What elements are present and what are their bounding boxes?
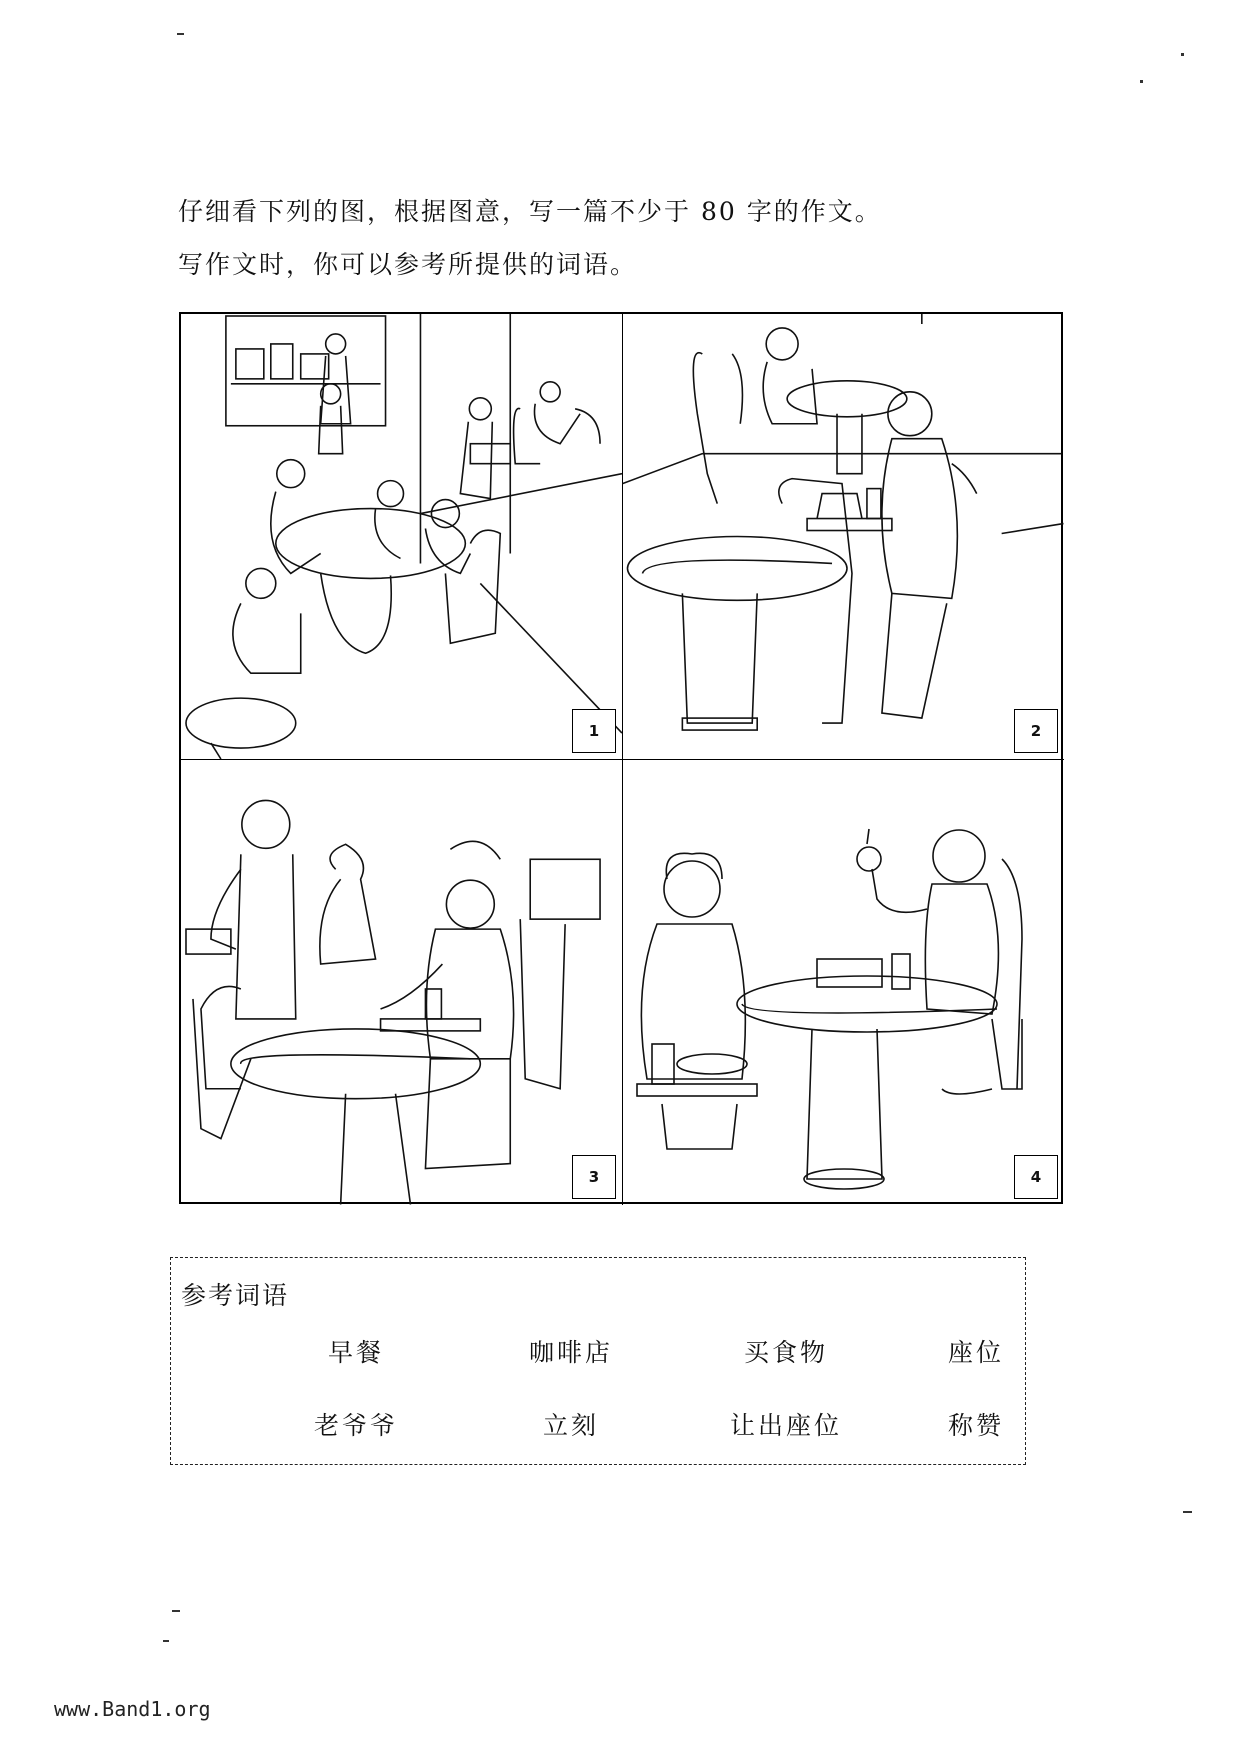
reference-words-box [170,1257,1026,1465]
picture-panel-2 [622,314,1064,760]
instruction-line-1: 仔细看下列的图，根据图意，写一篇不少于 80 字的作文。 [178,197,882,226]
picture-grid [179,312,1063,1204]
coffee-shop-scene-illustration [181,314,622,759]
picture-panel-3 [181,759,623,1205]
reference-words-title: 参考词语 [181,1281,290,1310]
girl-offering-seat-illustration [181,759,622,1205]
reference-word: 早餐 [327,1338,384,1367]
picture-panel-4 [622,759,1064,1205]
panel-number: 3 [572,1155,616,1199]
reference-word: 座位 [947,1338,1004,1367]
girl-carrying-tray-illustration [622,314,1064,759]
website-footer: www.Band1.org [54,1697,211,1721]
reference-word: 让出座位 [729,1411,842,1440]
reference-word: 立刻 [542,1411,599,1440]
picture-panel-1 [181,314,623,760]
reference-word: 称赞 [947,1411,1004,1440]
reference-word: 咖啡店 [528,1338,613,1367]
instruction-line-2: 写作文时，你可以参考所提供的词语。 [178,250,638,279]
reference-word: 买食物 [743,1338,828,1367]
panel-number: 1 [572,709,616,753]
reference-word: 老爷爷 [313,1411,398,1440]
old-man-thumbs-up-illustration [622,759,1064,1205]
panel-number: 2 [1014,709,1058,753]
panel-number: 4 [1014,1155,1058,1199]
